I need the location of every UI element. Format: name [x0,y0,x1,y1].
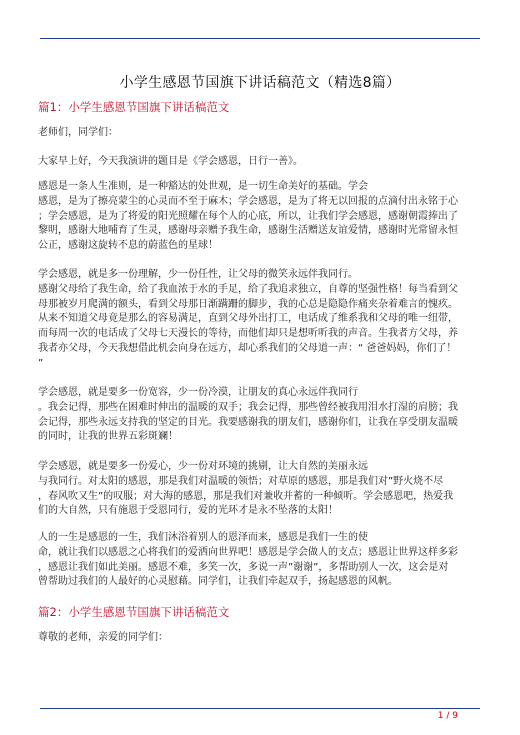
text-line: ，春风吹又生”的叹服；对大海的感恩，那是我们对兼收并蓄的一种倾听。学会感恩吧，热爱我 [38,490,454,502]
paragraph-body-3 [38,386,484,445]
text-line: 会记得，那些永远支持我的坚定的目光。我要感谢我的朋友们，感谢你们，让我在享受朋友温暖 [38,416,458,428]
text-line: 从来不知道父母竟是那么的容易满足，直到父母外出打工，电话成了维系我和父母的唯一纽带， [38,313,458,325]
paragraph-body-4 [38,460,484,519]
text-line: 黎明，感谢大地哺育了生灵，感谢母亲赠予我生命，感谢生活赠送友谊爱情，感谢时光常留永恒 [38,225,458,237]
paragraph-body-1 [38,180,484,254]
text-line: 曾帮助过我们的人最好的心灵慰藉。同学们，让我们牵起双手，扬起感恩的风帆。 [38,576,398,588]
text-line: 大家早上好，今天我演讲的题目是《学会感恩，日行一善》。 [38,156,303,167]
header-rule [40,38,480,39]
text-line: 母那被岁月爬满的额头，看到父母那日渐蹒跚的脚步，我的心总是隐隐作痛夹杂着难言的愧疚。 [38,298,458,310]
text-line: 的同时，让我的世界五彩斑斓！ [38,431,178,443]
paragraph-greeting [38,126,484,141]
text-line: 们的大自然，只有施恩于受恩同行，爱的光环才是永不坠落的太阳！ [38,505,338,517]
footer-rule [40,708,480,709]
text-line: 学会感恩，就是要多一份爱心，少一份对环境的挑剔，让大自然的美丽永远 [38,461,368,472]
section-heading-2: 篇2：小学生感恩节国旗下讲话稿范文 [38,605,230,619]
text-line: 感恩，是为了擦亮蒙尘的心灵而不至于麻木；学会感恩，是为了将无以回报的点滴付出永铭于心 [38,195,458,207]
text-line: 人的一生是感恩的一生，我们沐浴着别人的恩泽而来，感恩是我们一生的使 [38,532,368,543]
paragraph-body-2 [38,268,484,372]
text-line: 与我同行。对太阳的感恩，那是我们对温暖的领悟；对草原的感恩，那是我们对”野火烧不尽 [38,475,444,487]
document-title: 小学生感恩节国旗下讲话稿范文（精选8篇） [119,75,401,91]
text-line: 我者亦父母，今天我想借此机会向身在远方，却心系我们的父母道一声：“ 爸爸妈妈，你们了！ [38,342,457,354]
text-line: 尊敬的老师，亲爱的同学们： [38,632,168,643]
text-line: 感恩是一条人生准则，是一种豁达的处世观，是一切生命美好的基础。学会 [38,181,368,192]
text-line: 老师们，同学们： [38,127,118,138]
text-line: ，感恩让我们如此美丽。感恩不难，多笑一次，多说一声”谢谢”，多帮助别人一次，这会是对 [38,561,449,573]
text-line: 公正，感谢这旋转不息的蔚蓝色的星球！ [38,240,218,252]
text-line: ；学会感恩，是为了将爱的阳光照耀在每个人的心底，所以，让我们学会感恩，感谢朝霞捧出了 [38,210,458,222]
text-line: 命，就让我们以感恩之心将我们的爱洒向世界吧！感恩是学会做人的支点；感恩让世界这样多彩 [38,546,458,558]
page-number: 1 / 9 [437,711,458,721]
text-line: ” [38,357,44,369]
paragraph-greeting-2 [38,631,484,646]
text-line: 而每周一次的电话成了父母七天漫长的等待，而他们却只是想听听我的声音。生我者方父母，养 [38,328,458,340]
section-heading-1: 篇1：小学生感恩节国旗下讲话稿范文 [38,100,230,114]
text-line: 学会感恩，就是要多一份宽容，少一份冷漠，让朋友的真心永远伴我同行 [38,387,358,398]
text-line: 学会感恩，就是多一份理解，少一份任性，让父母的微笑永远伴我同行。 [38,269,358,280]
text-line: 感谢父母给了我生命，给了我血浓于水的手足，给了我追求独立，自尊的坚强性格！每当看到父 [38,283,458,295]
paragraph-body-5 [38,531,484,590]
text-line: 。我会记得，那些在困难时伸出的温暖的双手；我会记得，那些曾经被我用泪水打湿的肩膀；我 [38,401,458,413]
paragraph-intro [38,155,484,170]
